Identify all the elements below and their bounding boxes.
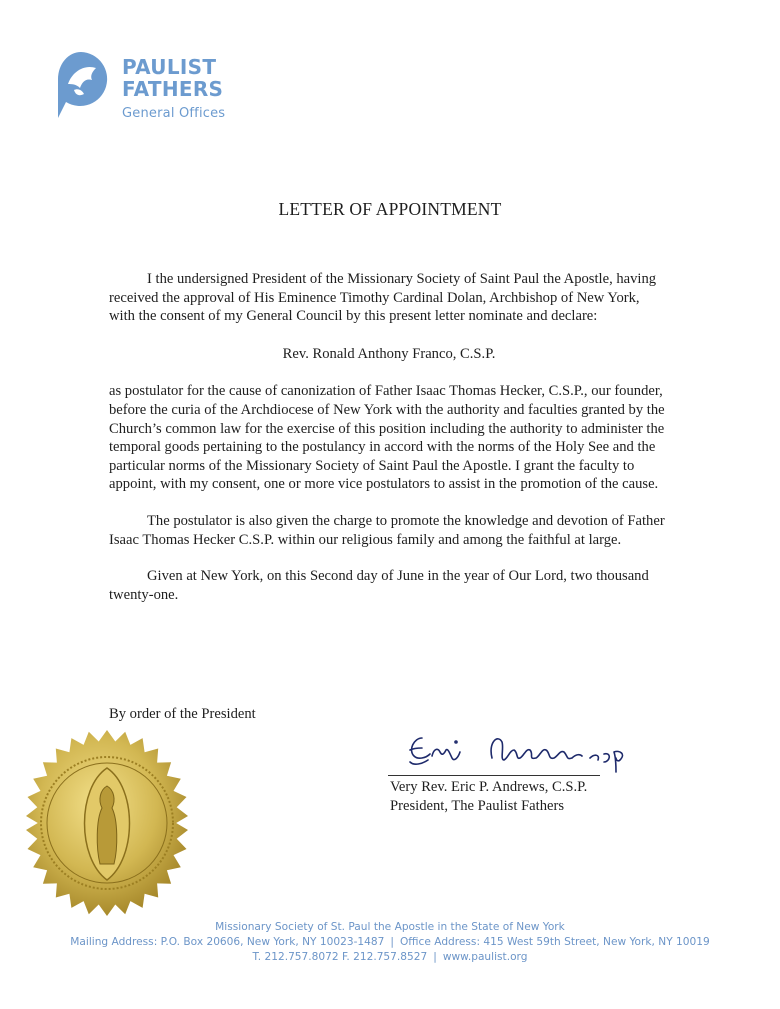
gold-seal-icon — [12, 728, 202, 918]
phone-fax: T. 212.757.8072 F. 212.757.8527 — [252, 951, 428, 963]
paragraph-given-at: Given at New York, on this Second day of June in the year of Our Lord, two thousand twenty-one. — [109, 568, 649, 603]
handwritten-signature — [400, 728, 650, 774]
signer-block — [390, 778, 587, 816]
logo-text-paulist: PAULIST — [122, 55, 217, 79]
logo-text-fathers: FATHERS — [122, 77, 224, 101]
paulist-fathers-logo — [52, 50, 252, 130]
paragraph-declaration: I the undersigned President of the Missionary Society of Saint Paul the Apostle, having received the approval of His Eminence Timothy Cardinal Dolan, Archbishop of New York, with the consent of my General Council by this present letter nominate and declare: — [109, 271, 657, 325]
by-order-text: By order of the President — [109, 706, 256, 722]
office-address: Office Address: 415 West 59th Street, New York, NY 10019 — [399, 936, 710, 948]
signer-name: Very Rev. Eric P. Andrews, C.S.P. — [390, 779, 588, 795]
footer-addresses: Mailing Address: P.O. Box 20606, New York, NY 10023-1487 | Office Address: 415 West 59th Street, New York, NY 10019 — [70, 936, 710, 948]
paragraph-appointment: as postulator for the cause of canonization of Father Isaac Thomas Hecker, C.S.P., our founder, before the curia of the Archdiocese of New York with the authority and faculties granted by the Church’s common law for the exercise of this position including the authority to administer the temporal goods pertaining to the postulancy in accord with the norms of the Holy See and the particular norms of the Missionary Society of Saint Paul the Apostle. I grant the faculty to appoint, with my consent, one or more vice postulators to assist in the promotion of the cause. — [109, 383, 665, 493]
nominee-name: Rev. Ronald Anthony Franco, C.S.P. — [282, 345, 496, 362]
mailing-address: Mailing Address: P.O. Box 20606, New York, NY 10023-1487 — [70, 936, 385, 948]
dove-speech-bubble-icon — [52, 50, 110, 120]
footer-society: Missionary Society of St. Paul the Apostle in the State of New York — [215, 921, 565, 933]
document-title: LETTER OF APPOINTMENT — [278, 199, 502, 219]
letter-body — [109, 270, 669, 604]
letterhead-footer — [0, 920, 780, 965]
signature-line — [388, 775, 600, 776]
footer-contact: T. 212.757.8072 F. 212.757.8527 | www.paulist.org — [252, 951, 528, 963]
signer-title: President, The Paulist Fathers — [390, 798, 565, 814]
paragraph-charge: The postulator is also given the charge to promote the knowledge and devotion of Father Isaac Thomas Hecker C.S.P. within our religious family and among the faithful at large. — [109, 512, 665, 548]
website-link[interactable]: www.paulist.org — [442, 951, 528, 963]
logo-text-general-offices: General Offices — [122, 106, 226, 121]
